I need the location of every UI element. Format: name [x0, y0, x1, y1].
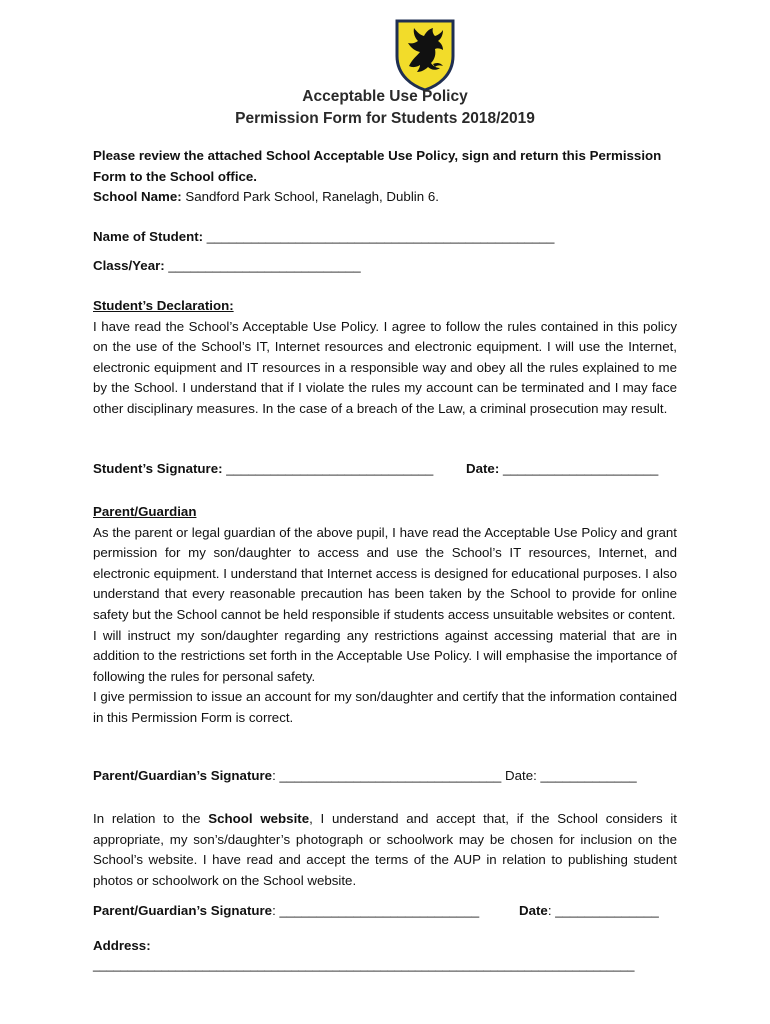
- website-signature-blank: : ___________________________: [272, 903, 480, 918]
- school-crest-dragon-icon: [393, 18, 457, 92]
- class-year-field[interactable]: [93, 258, 361, 273]
- form-title: Acceptable Use Policy: [302, 88, 468, 105]
- instruction-text: Please review the attached School Acceptable Use Policy, sign and return this Permission Form to the School office.: [93, 148, 662, 184]
- address-field[interactable]: _______________________________________________________________________________: [93, 958, 635, 972]
- website-date-blank: : ______________: [547, 903, 659, 918]
- website-date-label: Date: [519, 903, 548, 918]
- guardian-heading: Parent/Guardian: [93, 504, 197, 519]
- website-text-bold: School website: [208, 811, 310, 826]
- school-name-label: School Name:: [93, 189, 182, 205]
- class-year-blank: __________________________: [164, 258, 361, 273]
- address-label: [93, 938, 151, 953]
- school-name-line: [93, 187, 677, 208]
- website-signature-field[interactable]: [93, 903, 479, 918]
- intro-section: [93, 146, 677, 208]
- student-signature-label: Student’s Signature:: [93, 461, 223, 476]
- address-label-text: Address:: [93, 938, 151, 953]
- website-text-before: In relation to the: [93, 811, 209, 826]
- declaration-text: I have read the School’s Acceptable Use Policy. I agree to follow the rules contained in this policy on the use of the School’s IT, Internet resources and electronic equipment. I will use the Internet, electronic equipment and IT resources in a responsible way and obey all the rules explained to me by the School. I understand that if I violate the rules my account can be terminated and I may face other disciplinary measures. In the case of a breach of the Law, a criminal prosecution may result.: [93, 318, 677, 416]
- form-subtitle: Permission Form for Students 2018/2019: [235, 110, 535, 127]
- student-name-label: Name of Student:: [93, 229, 204, 244]
- declaration-heading: Student’s Declaration:: [93, 298, 234, 313]
- guardian-paragraph-2: I will instruct my son/daughter regarding any restrictions against accessing material that are in addition to the restrictions set forth in the Acceptable Use Policy. I will emphasise the importance of following the rules for personal safety.: [93, 627, 677, 684]
- guardian-paragraph-1: As the parent or legal guardian of the above pupil, I have read the Acceptable Use Policy and grant permission for my son/daughter to access and use the School’s IT resources, Internet, and electronic equipment. I understand that Internet access is designed for educational purposes. I also understand that every reasonable precaution has been taken by the School to provide for online safety but the School cannot be held responsible if students access unsuitable websites or content.: [93, 524, 677, 622]
- school-website-section: [93, 809, 677, 891]
- student-date-label: Date:: [466, 461, 500, 476]
- website-text-after: , I understand and accept that, if the School considers it appropriate, my son’s/daughter’s photograph or schoolwork may be chosen for inclusion on the School’s website. I have read and accept the terms of the AUP in relation to publishing student photos or schoolwork on the School website.: [93, 811, 678, 888]
- student-date-field[interactable]: [466, 461, 658, 476]
- school-name-value: Sandford Park School, Ranelagh, Dublin 6.: [181, 189, 439, 205]
- student-declaration-section: [93, 296, 677, 420]
- student-name-field[interactable]: [93, 229, 554, 244]
- guardian-signature-label: Parent/Guardian’s Signature: [93, 768, 273, 783]
- website-signature-label: Parent/Guardian’s Signature: [93, 903, 273, 918]
- class-year-label: Class/Year:: [93, 258, 165, 273]
- website-consent-text: [93, 809, 677, 891]
- student-signature-blank: ____________________________: [222, 461, 434, 476]
- student-signature-field[interactable]: [93, 461, 433, 476]
- student-name-blank: _______________________________________________: [203, 229, 555, 244]
- guardian-paragraph-3: I give permission to issue an account for my son/daughter and certify that the information contained in this Permission Form is correct.: [93, 689, 677, 725]
- student-date-blank: _____________________: [499, 461, 659, 476]
- guardian-signature-blank: : ______________________________ Date: _____________: [272, 768, 637, 783]
- parent-guardian-section: [93, 502, 677, 729]
- website-date-field[interactable]: [519, 903, 659, 918]
- guardian-signature-field[interactable]: [93, 768, 637, 783]
